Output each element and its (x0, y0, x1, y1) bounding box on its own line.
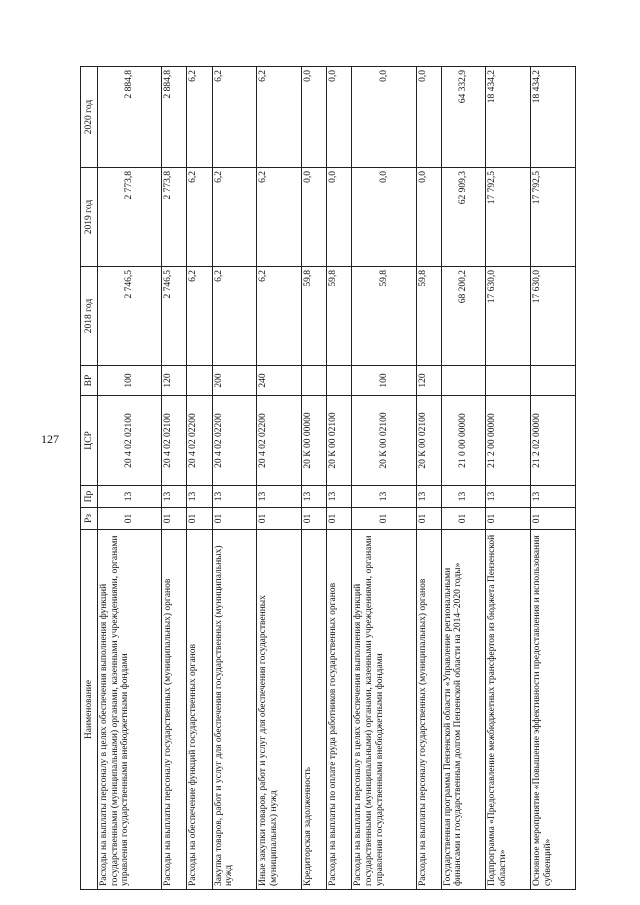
cell-2020: 6,2 (187, 67, 212, 168)
budget-table (80, 66, 576, 890)
cell-csr: 20 4 02 02100 (162, 396, 187, 486)
cell-2018: 2 746,5 (162, 267, 187, 366)
cell-rz: 01 (257, 508, 302, 530)
cell-pr: 13 (257, 486, 302, 508)
cell-2020: 0,0 (327, 67, 352, 168)
header-name: Наименование (81, 530, 98, 890)
cell-name: Основное мероприятие «Повышение эффективности предоставления и использования субвенций» (531, 530, 576, 890)
cell-2020: 18 434,2 (486, 67, 531, 168)
cell-name: Кредиторская задолженность (302, 530, 327, 890)
cell-2018: 6,2 (257, 267, 302, 366)
cell-pr: 13 (486, 486, 531, 508)
header-rz: Рз (81, 508, 98, 530)
cell-2019: 0,0 (416, 168, 441, 267)
table-row (352, 67, 416, 890)
cell-vr: 100 (352, 366, 416, 396)
cell-2019: 6,2 (187, 168, 212, 267)
cell-rz: 01 (162, 508, 187, 530)
cell-2018: 2 746,5 (98, 267, 162, 366)
cell-vr: 200 (212, 366, 257, 396)
cell-vr: 100 (98, 366, 162, 396)
cell-pr: 13 (531, 486, 576, 508)
table-header-row (81, 67, 98, 890)
table-row (257, 67, 302, 890)
cell-vr (302, 366, 327, 396)
cell-rz: 01 (98, 508, 162, 530)
cell-2020: 64 332,9 (441, 67, 486, 168)
cell-csr: 20 К 00 02100 (327, 396, 352, 486)
header-2020: 2020 год (81, 67, 98, 168)
header-2018: 2018 год (81, 267, 98, 366)
table-row (327, 67, 352, 890)
cell-csr: 20 4 02 02200 (257, 396, 302, 486)
cell-2019: 0,0 (327, 168, 352, 267)
page-number: 127 (41, 432, 59, 446)
cell-2018: 59,8 (327, 267, 352, 366)
cell-vr: 120 (416, 366, 441, 396)
cell-csr: 21 0 00 00000 (441, 396, 486, 486)
cell-pr: 13 (441, 486, 486, 508)
table-row (302, 67, 327, 890)
cell-pr: 13 (212, 486, 257, 508)
cell-csr: 21 2 02 00000 (531, 396, 576, 486)
cell-2019: 2 773,8 (98, 168, 162, 267)
cell-2020: 0,0 (352, 67, 416, 168)
table-row (486, 67, 531, 890)
header-pr: Пр (81, 486, 98, 508)
cell-2019: 6,2 (212, 168, 257, 267)
header-vr: ВР (81, 366, 98, 396)
table-row (162, 67, 187, 890)
table-row (416, 67, 441, 890)
table-row (187, 67, 212, 890)
cell-2018: 59,8 (416, 267, 441, 366)
cell-csr: 21 2 00 00000 (486, 396, 531, 486)
cell-vr (531, 366, 576, 396)
cell-pr: 13 (302, 486, 327, 508)
cell-rz: 01 (486, 508, 531, 530)
cell-2019: 6,2 (257, 168, 302, 267)
cell-2020: 6,2 (257, 67, 302, 168)
cell-csr: 20 К 00 02100 (352, 396, 416, 486)
cell-name: Иные закупки товаров, работ и услуг для обеспечения государственных (муниципальных) нужд (257, 530, 302, 890)
header-2019: 2019 год (81, 168, 98, 267)
cell-2018: 17 630,0 (531, 267, 576, 366)
cell-pr: 13 (162, 486, 187, 508)
cell-vr: 240 (257, 366, 302, 396)
cell-2020: 0,0 (416, 67, 441, 168)
cell-pr: 13 (187, 486, 212, 508)
cell-name: Государственная программа Пензенской области «Управление региональными финансами и государственным долгом Пензенской области на 2014–2020 годы» (441, 530, 486, 890)
cell-2018: 59,8 (352, 267, 416, 366)
cell-pr: 13 (352, 486, 416, 508)
cell-2020: 2 884,8 (98, 67, 162, 168)
cell-vr (486, 366, 531, 396)
cell-2018: 6,2 (187, 267, 212, 366)
cell-vr (441, 366, 486, 396)
cell-name: Расходы на обеспечение функций государственных органов (187, 530, 212, 890)
cell-csr: 20 К 00 00000 (302, 396, 327, 486)
cell-pr: 13 (98, 486, 162, 508)
cell-name: Расходы на выплаты персоналу государственных (муниципальных) органов (162, 530, 187, 890)
cell-name: Расходы на выплаты по оплате труда работников государственных органов (327, 530, 352, 890)
cell-2020: 0,0 (302, 67, 327, 168)
cell-2020: 18 434,2 (531, 67, 576, 168)
cell-2019: 0,0 (352, 168, 416, 267)
table-body (98, 67, 576, 890)
cell-name: Подпрограмма «Предоставление межбюджетных трансфертов из бюджета Пензенской области» (486, 530, 531, 890)
cell-csr: 20 К 00 02100 (416, 396, 441, 486)
cell-2019: 17 792,5 (531, 168, 576, 267)
cell-csr: 20 4 02 02200 (187, 396, 212, 486)
cell-rz: 01 (212, 508, 257, 530)
cell-pr: 13 (327, 486, 352, 508)
table-row (441, 67, 486, 890)
cell-2019: 0,0 (302, 168, 327, 267)
cell-vr (327, 366, 352, 396)
cell-rz: 01 (531, 508, 576, 530)
cell-pr: 13 (416, 486, 441, 508)
cell-vr: 120 (162, 366, 187, 396)
cell-2020: 2 884,8 (162, 67, 187, 168)
cell-name: Расходы на выплаты персоналу в целях обеспечения выполнения функций государственными (муниципальными) органами, казенными учреждениями, органами управления государственными внебюджетными фондами (352, 530, 416, 890)
table-row (98, 67, 162, 890)
budget-table-rotated (80, 67, 576, 890)
table-row (531, 67, 576, 890)
cell-rz: 01 (302, 508, 327, 530)
cell-name: Расходы на выплаты персоналу государственных (муниципальных) органов (416, 530, 441, 890)
cell-rz: 01 (352, 508, 416, 530)
cell-rz: 01 (327, 508, 352, 530)
cell-2018: 59,8 (302, 267, 327, 366)
cell-name: Закупка товаров, работ и услуг для обеспечения государственных (муниципальных) нужд (212, 530, 257, 890)
cell-2019: 62 909,3 (441, 168, 486, 267)
cell-2019: 2 773,8 (162, 168, 187, 267)
table-row (212, 67, 257, 890)
header-csr: ЦСР (81, 396, 98, 486)
cell-name: Расходы на выплаты персоналу в целях обеспечения выполнения функций государственными (муниципальными) органами, казенными учреждениями, органами управления государственными внебюджетными фондами (98, 530, 162, 890)
cell-2020: 6,2 (212, 67, 257, 168)
cell-rz: 01 (441, 508, 486, 530)
cell-2018: 17 630,0 (486, 267, 531, 366)
cell-2018: 6,2 (212, 267, 257, 366)
cell-2019: 17 792,5 (486, 168, 531, 267)
cell-csr: 20 4 02 02200 (212, 396, 257, 486)
cell-vr (187, 366, 212, 396)
cell-2018: 68 200,2 (441, 267, 486, 366)
cell-rz: 01 (416, 508, 441, 530)
cell-csr: 20 4 02 02100 (98, 396, 162, 486)
cell-rz: 01 (187, 508, 212, 530)
